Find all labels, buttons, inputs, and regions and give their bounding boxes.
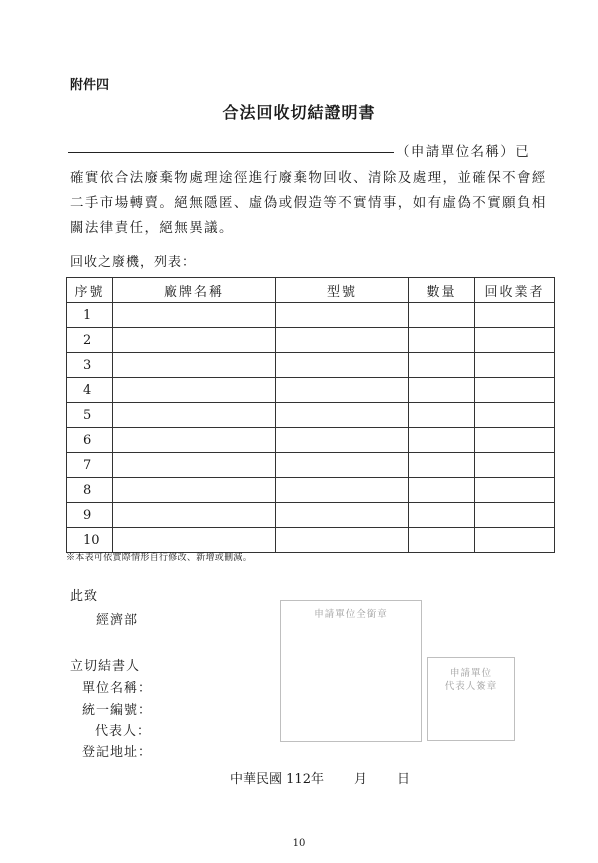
row-number: 4: [67, 378, 113, 403]
quantity-cell[interactable]: [409, 428, 475, 453]
recycler-cell[interactable]: [475, 353, 555, 378]
applicant-hint: （申請單位名稱）已: [396, 144, 531, 160]
statement-line-2: 確實依合法廢棄物處理途徑進行廢棄物回收、清除及處理，並確保不會經: [70, 170, 547, 186]
quantity-cell[interactable]: [409, 353, 475, 378]
header-brand: 廠牌名稱: [113, 278, 276, 303]
unit-name-label: 單位名稱：: [82, 681, 153, 696]
rep-seal-label-2: 代表人簽章: [444, 681, 498, 692]
recycler-cell[interactable]: [475, 303, 555, 328]
model-cell[interactable]: [276, 428, 409, 453]
rep-seal-label-1: 申請單位: [449, 668, 492, 679]
table-row: [67, 403, 555, 428]
header-recycler: 回收業者: [475, 278, 555, 303]
recycler-cell[interactable]: [475, 478, 555, 503]
closing-to-label: 此致: [70, 589, 99, 604]
applicant-name-blank: [68, 152, 394, 153]
row-number: 3: [67, 353, 113, 378]
table-row: [67, 303, 555, 328]
unit-seal-label: 申請單位全銜章: [314, 609, 388, 620]
brand-cell[interactable]: [113, 378, 276, 403]
quantity-cell[interactable]: [409, 453, 475, 478]
recipient-ministry: 經濟部: [96, 613, 139, 628]
recycler-cell[interactable]: [475, 428, 555, 453]
brand-cell[interactable]: [113, 503, 276, 528]
document-title: 合法回收切結證明書: [222, 103, 376, 122]
date-year-label: 年: [310, 772, 324, 787]
model-cell[interactable]: [276, 353, 409, 378]
recycler-cell[interactable]: [475, 378, 555, 403]
model-cell[interactable]: [276, 403, 409, 428]
recycler-cell[interactable]: [475, 503, 555, 528]
quantity-cell[interactable]: [409, 303, 475, 328]
attachment-label: 附件四: [70, 78, 110, 93]
quantity-cell[interactable]: [409, 528, 475, 553]
table-row: [67, 478, 555, 503]
row-number: 10: [67, 528, 113, 553]
model-cell[interactable]: [276, 503, 409, 528]
signatory-heading: 立切結書人: [70, 659, 141, 674]
row-number: 9: [67, 503, 113, 528]
brand-cell[interactable]: [113, 478, 276, 503]
model-cell[interactable]: [276, 303, 409, 328]
rep-seal-box[interactable]: [427, 657, 515, 741]
table-row: [67, 528, 555, 553]
model-cell[interactable]: [276, 528, 409, 553]
brand-cell[interactable]: [113, 528, 276, 553]
table-row: [67, 428, 555, 453]
table-row: [67, 328, 555, 353]
header-quantity: 數量: [409, 278, 475, 303]
brand-cell[interactable]: [113, 328, 276, 353]
address-label: 登記地址：: [82, 745, 153, 760]
header-model: 型號: [276, 278, 409, 303]
quantity-cell[interactable]: [409, 478, 475, 503]
statement-line-4: 關法律責任，絕無異議。: [70, 220, 234, 236]
header-serial: 序號: [67, 278, 113, 303]
quantity-cell[interactable]: [409, 503, 475, 528]
tax-id-label: 統一編號：: [82, 703, 153, 718]
unit-seal-box[interactable]: [280, 600, 422, 742]
quantity-cell[interactable]: [409, 403, 475, 428]
page-number: 10: [292, 838, 306, 849]
representative-label: 代表人：: [95, 724, 152, 739]
statement-line-3: 二手市場轉賣。絕無隱匿、虛偽或假造等不實情事，如有虛偽不實願負相: [70, 195, 547, 211]
table-row: [67, 503, 555, 528]
brand-cell[interactable]: [113, 353, 276, 378]
recycler-cell[interactable]: [475, 453, 555, 478]
table-footnote: ※本表可依實際情形自行修改、新增或刪減。: [66, 553, 253, 563]
table-header-row: [67, 278, 555, 303]
model-cell[interactable]: [276, 478, 409, 503]
waste-list-label: 回收之廢機，列表：: [70, 255, 197, 270]
row-number: 8: [67, 478, 113, 503]
date-era: 中華民國: [230, 772, 283, 787]
recycler-cell[interactable]: [475, 328, 555, 353]
model-cell[interactable]: [276, 453, 409, 478]
waste-machine-table: [66, 277, 555, 553]
brand-cell[interactable]: [113, 428, 276, 453]
date-year: 112: [286, 772, 311, 787]
row-number: 2: [67, 328, 113, 353]
row-number: 5: [67, 403, 113, 428]
brand-cell[interactable]: [113, 453, 276, 478]
recycler-cell[interactable]: [475, 403, 555, 428]
row-number: 7: [67, 453, 113, 478]
model-cell[interactable]: [276, 328, 409, 353]
quantity-cell[interactable]: [409, 328, 475, 353]
row-number: 1: [67, 303, 113, 328]
date-month-label: 月: [354, 772, 368, 787]
row-number: 6: [67, 428, 113, 453]
model-cell[interactable]: [276, 378, 409, 403]
table-row: [67, 353, 555, 378]
recycler-cell[interactable]: [475, 528, 555, 553]
date-day-label: 日: [397, 772, 411, 787]
table-row: [67, 378, 555, 403]
table-row: [67, 453, 555, 478]
quantity-cell[interactable]: [409, 378, 475, 403]
brand-cell[interactable]: [113, 403, 276, 428]
brand-cell[interactable]: [113, 303, 276, 328]
signing-date: [230, 768, 410, 787]
